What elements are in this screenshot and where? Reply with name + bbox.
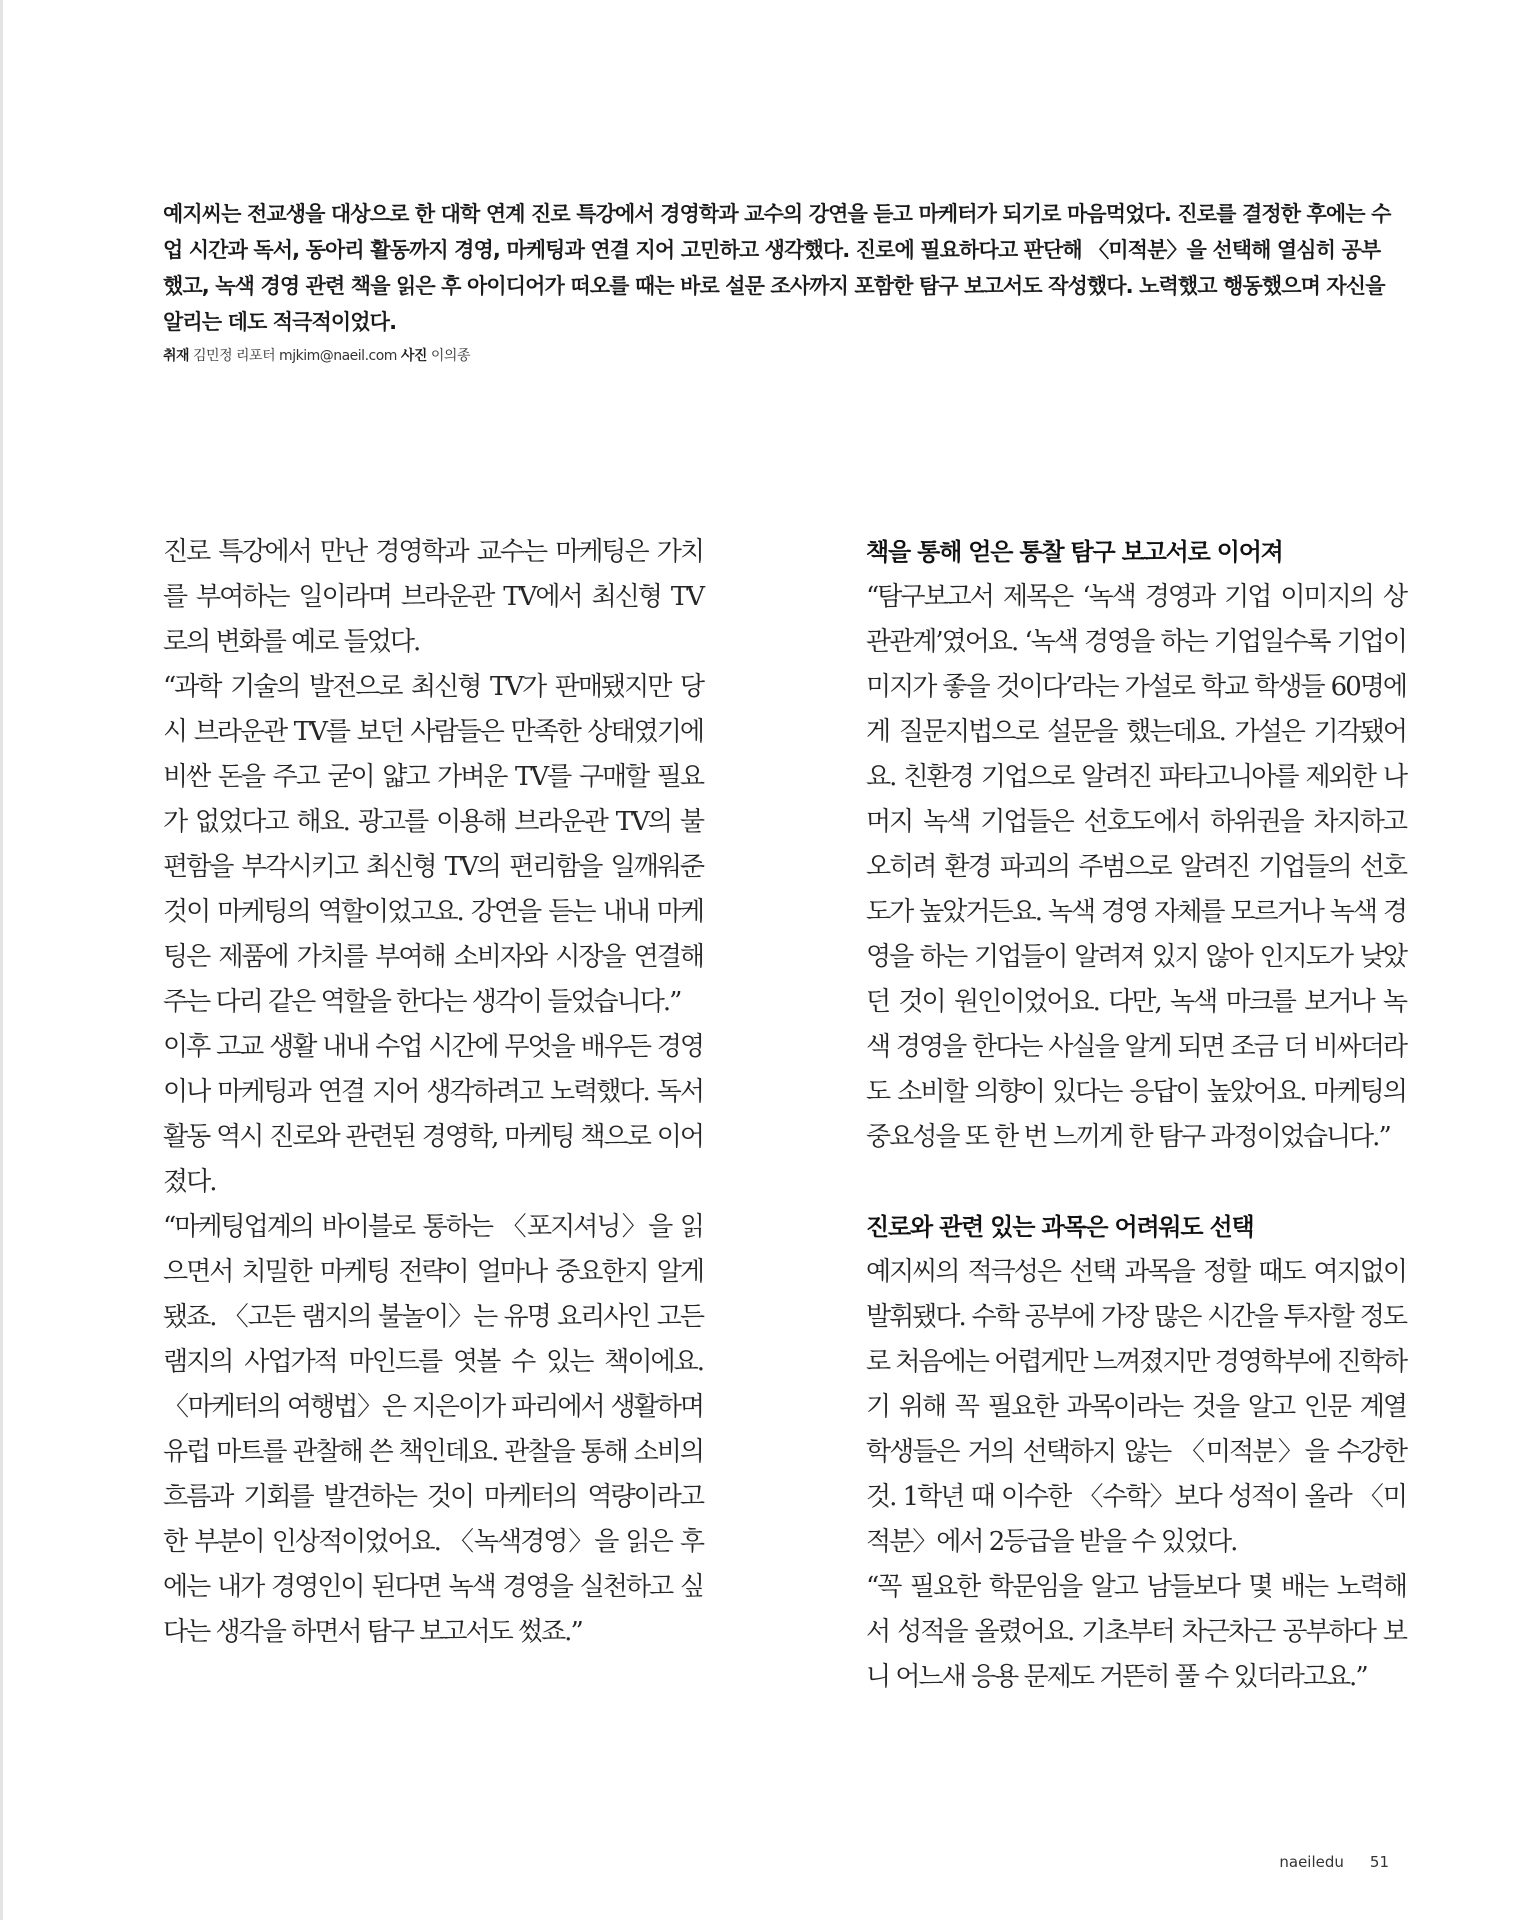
section-heading: 진로와 관련 있는 과목은 어려워도 선택	[866, 1213, 1254, 1241]
left-column	[163, 530, 703, 1655]
section-heading: 책을 통해 얻은 통찰 탐구 보고서로 이어져	[866, 538, 1283, 566]
photo-credit: 이의종	[430, 348, 470, 364]
body-paragraph: “꼭 필요한 학문임을 알고 남들보다 몇 배는 노력해서 성적을 올렸어요. 기초부터 차근차근 공부하다 보니 어느새 응용 문제도 거뜬히 풀 수 있더라고요.”	[866, 1572, 1406, 1692]
footer-brand: naeiledu	[1279, 1853, 1344, 1871]
page-footer	[1279, 1853, 1389, 1871]
body-paragraph: 진로 특강에서 만난 경영학과 교수는 마케팅은 가치를 부여하는 일이라며 브라운관 TV에서 최신형 TV로의 변화를 예로 들었다.	[163, 537, 703, 657]
body-paragraph: 예지씨의 적극성은 선택 과목을 정할 때도 여지없이 발휘됐다. 수학 공부에 가장 많은 시간을 투자할 정도로 처음에는 어렵게만 느껴졌지만 경영학부에 진학하기 위해 꼭 필요한 과목이라는 것을 알고 인문 계열 학생들은 거의 선택하지 않는 〈미적분〉을 수강한 것. 1학년 때 이수한 〈수학〉보다 성적이 올라 〈미적분〉에서 2등급을 받을 수 있었다.	[866, 1257, 1406, 1557]
interview-credit: 김민정 리포터 mjkim@naeil.com	[193, 348, 397, 364]
interview-label: 취재	[163, 348, 190, 364]
right-column	[866, 530, 1406, 1700]
body-paragraph: 이후 고교 생활 내내 수업 시간에 무엇을 배우든 경영이나 마케팅과 연결 지어 생각하려고 노력했다. 독서 활동 역시 진로와 관련된 경영학, 마케팅 책으로 이어졌다.	[163, 1032, 703, 1197]
body-paragraph: “마케팅업계의 바이블로 통하는 〈포지셔닝〉을 읽으면서 치밀한 마케팅 전략이 얼마나 중요한지 알게 됐죠. 〈고든 램지의 불놀이〉는 유명 요리사인 고든 램지의 사업가적 마인드를 엿볼 수 있는 책이에요. 〈마케터의 여행법〉은 지은이가 파리에서 생활하며 유럽 마트를 관찰해 쓴 책인데요. 관찰을 통해 소비의 흐름과 기회를 발견하는 것이 마케터의 역량이라고 한 부분이 인상적이었어요. 〈녹색경영〉을 읽은 후에는 내가 경영인이 된다면 녹색 경영을 실천하고 싶다는 생각을 하면서 탐구 보고서도 썼죠.”	[163, 1212, 703, 1647]
article-credits	[163, 346, 470, 366]
section-spacer	[866, 1160, 1406, 1205]
lead-paragraph: 예지씨는 전교생을 대상으로 한 대학 연계 진로 특강에서 경영학과 교수의 강연을 듣고 마케터가 되기로 마음먹었다. 진로를 결정한 후에는 수업 시간과 독서, 동아리 활동까지 경영, 마케팅과 연결 지어 고민하고 생각했다. 진로에 필요하다고 판단해 〈미적분〉을 선택해 열심히 공부했고, 녹색 경영 관련 책을 읽은 후 아이디어가 떠오를 때는 바로 설문 조사까지 포함한 탐구 보고서도 작성했다. 노력했고 행동했으며 자신을 알리는 데도 적극적이었다.	[163, 202, 1391, 334]
page-number: 51	[1369, 1853, 1389, 1871]
photo-label: 사진	[400, 348, 427, 364]
body-paragraph: “탐구보고서 제목은 ‘녹색 경영과 기업 이미지의 상관관계’였어요. ‘녹색 경영을 하는 기업일수록 기업이미지가 좋을 것이다’라는 가설로 학교 학생들 60명에게 질문지법으로 설문을 했는데요. 가설은 기각됐어요. 친환경 기업으로 알려진 파타고니아를 제외한 나머지 녹색 기업들은 선호도에서 하위권을 차지하고 오히려 환경 파괴의 주범으로 알려진 기업들의 선호도가 높았거든요. 녹색 경영 자체를 모르거나 녹색 경영을 하는 기업들이 알려져 있지 않아 인지도가 낮았던 것이 원인이었어요. 다만, 녹색 마크를 보거나 녹색 경영을 한다는 사실을 알게 되면 조금 더 비싸더라도 소비할 의향이 있다는 응답이 높았어요. 마케팅의 중요성을 또 한 번 느끼게 한 탐구 과정이었습니다.”	[866, 582, 1406, 1152]
page-edge	[0, 0, 3, 1920]
body-paragraph: “과학 기술의 발전으로 최신형 TV가 판매됐지만 당시 브라운관 TV를 보던 사람들은 만족한 상태였기에 비싼 돈을 주고 굳이 얇고 가벼운 TV를 구매할 필요가 없었다고 해요. 광고를 이용해 브라운관 TV의 불편함을 부각시키고 최신형 TV의 편리함을 일깨워준 것이 마케팅의 역할이었고요. 강연을 듣는 내내 마케팅은 제품에 가치를 부여해 소비자와 시장을 연결해주는 다리 같은 역할을 한다는 생각이 들었습니다.”	[163, 672, 703, 1017]
